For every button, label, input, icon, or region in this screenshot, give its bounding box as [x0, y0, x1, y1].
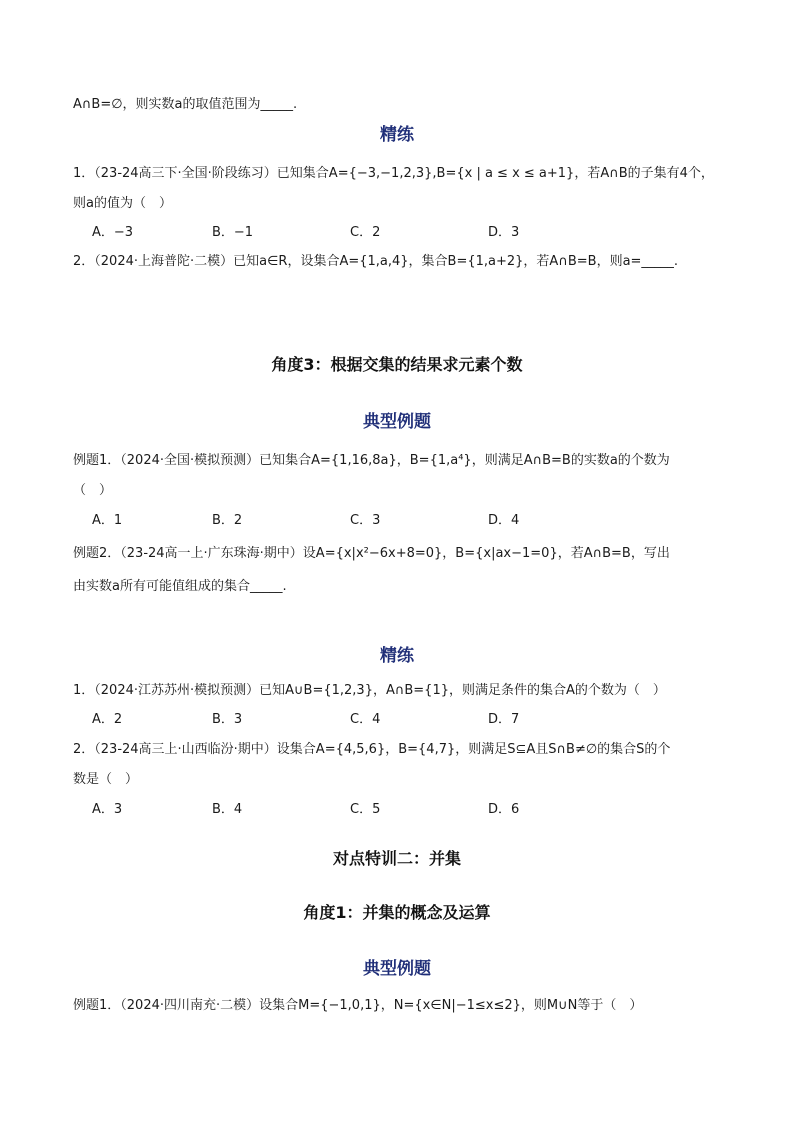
part-2-heading: 对点特训二：并集 — [332, 849, 461, 868]
question-4-option-b: B．4 — [212, 802, 243, 817]
angle-1-heading: 角度1：并集的概念及运算 — [303, 903, 491, 922]
question-4-option-a: A．3 — [92, 802, 123, 817]
question-3-option-d: D．7 — [488, 712, 520, 727]
practice-heading: 精练 — [380, 125, 414, 145]
question-2-stem: 2．（2024·上海普陀·二模）已知a∈R，设集合A={1,a,4}，集合B={1,a+2}，若A∩B=B，则a=_____. — [73, 254, 679, 269]
example-1-stem: 例题1．（2024·全国·模拟预测）已知集合A={1,16,8a}，B={1,a⁴}，则满足A∩B=B的实数a的个数为 — [73, 453, 670, 468]
question-1-option-c: C．2 — [350, 225, 381, 240]
question-4-option-c: C．5 — [350, 802, 381, 817]
question-1-option-a: A．−3 — [92, 225, 134, 240]
question-3-option-a: A．2 — [92, 712, 123, 727]
example-1-option-c: C．3 — [350, 513, 381, 528]
example-2-stem: 例题2．（23-24高一上·广东珠海·期中）设A={x|x²−6x+8=0}，B={x|ax−1=0}，若A∩B=B，写出 — [73, 546, 670, 561]
question-1-option-d: D．3 — [488, 225, 520, 240]
question-1-stem: 1．（23-24高三下·全国·阶段练习）已知集合A={−3,−1,2,3},B={x | a ≤ x ≤ a+1}，若A∩B的子集有4个， — [73, 166, 714, 181]
question-1-stem-cont: 则a的值为（ ） — [73, 196, 172, 211]
question-1-option-b: B．−1 — [212, 225, 254, 240]
example-3-stem: 例题1．（2024·四川南充·二模）设集合M={−1,0,1}，N={x∈N|−1≤x≤2}，则M∪N等于（ ） — [73, 998, 643, 1013]
question-4-stem-cont: 数是（ ） — [73, 772, 139, 787]
practice-heading-2: 精练 — [380, 646, 414, 666]
question-4-option-d: D．6 — [488, 802, 520, 817]
example-1-stem-cont: （ ） — [73, 483, 113, 498]
angle-3-heading: 角度3：根据交集的结果求元素个数 — [271, 355, 523, 374]
question-3-option-c: C．4 — [350, 712, 381, 727]
question-4-stem: 2．（23-24高三上·山西临汾·期中）设集合A={4,5,6}，B={4,7}，则满足S⊆A且S∩B≠∅的集合S的个 — [73, 742, 671, 757]
question-3-option-b: B．3 — [212, 712, 243, 727]
example-2-stem-cont: 由实数a所有可能值组成的集合_____. — [73, 579, 287, 594]
question-3-stem: 1．（2024·江苏苏州·模拟预测）已知A∪B={1,2,3}，A∩B={1}，则满足条件的集合A的个数为（ ） — [73, 683, 666, 698]
example-1-option-b: B．2 — [212, 513, 243, 528]
intro-question-tail: A∩B=∅，则实数a的取值范围为_____. — [73, 97, 298, 112]
typical-example-heading: 典型例题 — [363, 412, 431, 432]
typical-example-heading-2: 典型例题 — [363, 959, 431, 979]
example-1-option-a: A．1 — [92, 513, 123, 528]
example-1-option-d: D．4 — [488, 513, 520, 528]
